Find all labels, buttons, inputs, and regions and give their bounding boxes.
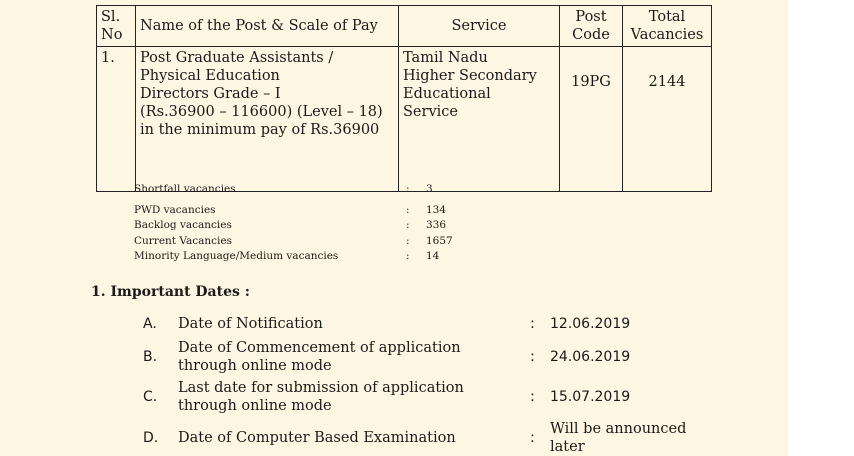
date-label-line: Date of Notification bbox=[178, 316, 323, 332]
header-service: Service bbox=[399, 6, 560, 47]
service-line: Service bbox=[403, 104, 458, 120]
date-item-last-date bbox=[143, 379, 630, 415]
vacancy-label: Backlog vacancies bbox=[134, 219, 232, 231]
date-colon: : bbox=[530, 430, 535, 446]
date-value bbox=[550, 315, 630, 333]
date-colon: : bbox=[530, 389, 535, 405]
vacancy-row bbox=[134, 218, 453, 234]
date-item-label bbox=[178, 379, 530, 415]
date-item-letter: B. bbox=[143, 349, 158, 365]
header-sl-no bbox=[97, 6, 136, 47]
cell-name bbox=[136, 47, 399, 192]
vacancy-row bbox=[134, 203, 453, 219]
vacancy-value: 3 bbox=[426, 183, 433, 195]
header-total-text bbox=[627, 8, 707, 44]
date-value-line: 12.06.2019 bbox=[550, 316, 631, 332]
table-header-row bbox=[97, 6, 712, 47]
date-value bbox=[550, 348, 630, 366]
vacancy-label: Current Vacancies bbox=[134, 234, 232, 247]
vacancy-colon: : bbox=[406, 203, 410, 216]
date-value-line: Will be announced bbox=[550, 421, 687, 437]
cell-total: 2144 bbox=[623, 47, 712, 192]
vacancy-breakdown bbox=[134, 182, 453, 265]
date-item-commencement bbox=[143, 339, 630, 375]
date-value bbox=[550, 388, 630, 406]
cell-post-code: 19PG bbox=[560, 47, 623, 192]
date-item-cbe bbox=[143, 420, 686, 456]
cell-sl: 1. bbox=[97, 47, 136, 192]
posts-table bbox=[96, 5, 712, 192]
page-margin-right bbox=[788, 0, 854, 456]
cell-service bbox=[399, 47, 560, 192]
vacancy-colon: : bbox=[406, 219, 410, 231]
service-line: Tamil Nadu bbox=[403, 50, 488, 66]
date-item-label bbox=[178, 315, 530, 333]
vacancy-value: 14 bbox=[426, 250, 440, 262]
date-label-line: Last date for submission of application bbox=[178, 380, 464, 396]
date-item-label bbox=[178, 429, 530, 447]
header-word: Total bbox=[648, 9, 686, 25]
header-word: Code bbox=[572, 27, 610, 43]
date-item-letter: A. bbox=[143, 316, 157, 332]
name-line: Physical Education bbox=[140, 68, 280, 84]
header-word: Post bbox=[575, 9, 607, 25]
name-line: Post Graduate Assistants / bbox=[140, 50, 334, 66]
date-label-line: Date of Commencement of application bbox=[178, 340, 461, 356]
vacancy-colon: : bbox=[406, 250, 410, 262]
service-line: Higher Secondary bbox=[403, 68, 537, 84]
vacancy-row bbox=[134, 234, 453, 250]
date-value-line: later bbox=[550, 439, 585, 455]
vacancy-row bbox=[134, 182, 453, 198]
date-label-line: through online mode bbox=[178, 398, 332, 414]
header-word: Vacancies bbox=[630, 27, 704, 43]
vacancy-colon: : bbox=[406, 183, 410, 195]
header-sl-part: Sl. bbox=[101, 9, 121, 25]
vacancy-label: Minority Language/Medium vacancies bbox=[134, 250, 339, 262]
header-post-code bbox=[560, 6, 623, 47]
date-item-letter: D. bbox=[143, 430, 159, 446]
date-colon: : bbox=[530, 349, 535, 365]
table-row bbox=[97, 47, 712, 192]
vacancy-value: 134 bbox=[426, 203, 447, 216]
vacancy-label: PWD vacancies bbox=[134, 203, 216, 216]
vacancy-value: 1657 bbox=[426, 234, 453, 247]
date-item-letter: C. bbox=[143, 389, 158, 405]
vacancy-value: 336 bbox=[426, 219, 447, 231]
vacancy-label: Shortfall vacancies bbox=[134, 183, 236, 195]
header-post-code-text bbox=[564, 8, 618, 44]
date-colon: : bbox=[530, 316, 535, 332]
name-line: in the minimum pay of Rs.36900 bbox=[140, 122, 380, 138]
name-line: (Rs.36900 – 116600) (Level – 18) bbox=[140, 104, 383, 120]
date-value bbox=[550, 420, 686, 456]
important-dates-heading: 1. Important Dates : bbox=[91, 284, 250, 300]
header-name: Name of the Post & Scale of Pay bbox=[136, 6, 399, 47]
date-value-line: 15.07.2019 bbox=[550, 389, 631, 405]
header-total bbox=[623, 6, 712, 47]
date-item-label bbox=[178, 339, 530, 375]
date-value-line: 24.06.2019 bbox=[550, 349, 631, 365]
service-line: Educational bbox=[403, 86, 491, 102]
name-line: Directors Grade – I bbox=[140, 86, 281, 102]
date-item-notification bbox=[143, 315, 630, 333]
vacancy-row bbox=[134, 249, 453, 265]
date-label-line: Date of Computer Based Examination bbox=[178, 430, 456, 446]
vacancy-colon: : bbox=[406, 234, 410, 247]
header-sl-part: No bbox=[101, 27, 123, 43]
date-label-line: through online mode bbox=[178, 358, 332, 374]
